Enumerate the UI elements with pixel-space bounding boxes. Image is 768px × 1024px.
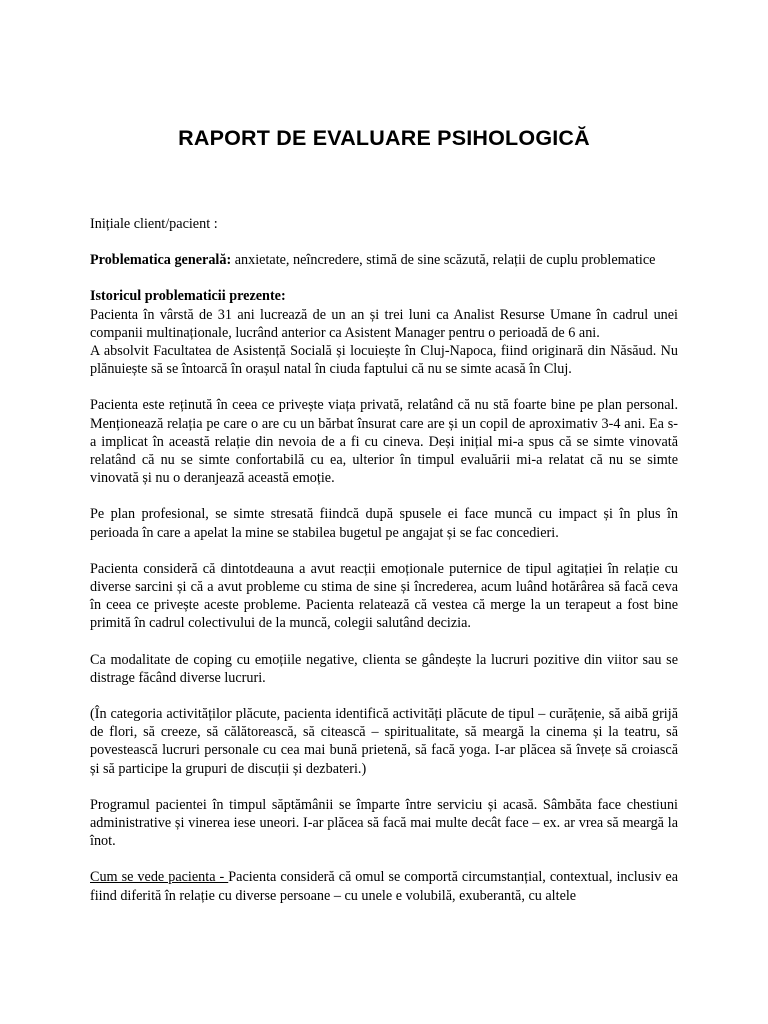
paragraph-private-life: Pacienta este reținută în ceea ce privește viața privată, relatând că nu stă foarte bine pe plan personal. Menționează relația pe care o are cu un bărbat însurat care are și un copil de aproximativ 3-4 ani. Ea s-a implicat în această relație din nevoia de a fi cu cineva. Deși inițial mi-a spus că se simte vinovată relatând că nu se simte confortabilă cu ea, ulterior în timpul evaluării mi-a relatat că nu se simte vinovată și nu o deranjează această emoție. bbox=[90, 397, 678, 487]
initials-line: Inițiale client/pacient : bbox=[90, 216, 218, 232]
general-problem-paragraph bbox=[90, 251, 678, 269]
general-problem-label: Problematica generală: bbox=[90, 252, 232, 269]
paragraph-self-view bbox=[90, 868, 678, 904]
document-title: RAPORT DE EVALUARE PSIHOLOGICĂ bbox=[178, 126, 590, 150]
paragraph-coping: Ca modalitate de coping cu emoțiile negative, clienta se gândește la lucruri pozitive din viitor sau se distrage făcând diverse lucruri. bbox=[90, 651, 678, 686]
document-body bbox=[90, 215, 678, 923]
history-heading bbox=[90, 287, 678, 305]
paragraph-activities: (În categoria activităților plăcute, pacienta identifică activități plăcute de tipul – curățenie, să aibă grijă de flori, să creeze, să călătorească, să citească – spiritualitate, să meargă la cinema și la teatru, să povestească lucruri personale cu cea mai bună prietenă, să facă yoga. I-ar plăcea să învețe să croiască și să participe la grupuri de discuții și dezbateri.) bbox=[90, 706, 678, 777]
history-heading-text: Istoricul problematicii prezente: bbox=[90, 288, 286, 305]
self-view-label: Cum se vede pacienta - bbox=[90, 869, 229, 886]
paragraph-professional: Pe plan profesional, se simte stresată fiindcă după spusele ei face muncă cu impact și în plus în perioada în care a apelat la mine se stabilea bugetul pe angajat și se fac concedieri. bbox=[90, 506, 678, 541]
general-problem-text: anxietate, neîncredere, stimă de sine scăzută, relații de cuplu problematice bbox=[231, 252, 656, 269]
self-view-text: Pacienta consideră că omul se comportă circumstanțial, contextual, inclusiv ea fiind diferită în relație cu diverse persoane – cu unele e volubilă, exuberantă, cu altele bbox=[90, 869, 679, 904]
history-paragraph-1: Pacienta în vârstă de 31 ani lucrează de un an și trei luni ca Analist Resurse Umane în cadrul unei companii multinaționale, lucrând anterior ca Asistent Manager pentru o perioadă de 6 ani. bbox=[90, 306, 678, 341]
history-paragraph-2: A absolvit Facultatea de Asistență Socială și locuiește în Cluj-Napoca, fiind originară din Năsăud. Nu plănuiește să se întoarcă în orașul natal în ciuda faptului că nu se simte acasă în Cluj. bbox=[90, 343, 678, 378]
paragraph-schedule: Programul pacientei în timpul săptămânii se împarte între serviciu și acasă. Sâmbăta face chestiuni administrative și vinerea iese uneori. I-ar plăcea să facă mai multe decât face – ex. ar vrea să meargă la înot. bbox=[90, 796, 678, 850]
paragraph-emotional-reactions: Pacienta consideră că dintotdeauna a avut reacții emoționale puternice de tipul agitației în relație cu diverse sarcini și că a avut probleme cu stima de sine și încrederea, acum luând hotărârea să facă ceva în ceea ce privește aceste probleme. Pacienta relatează că vestea că merge la un terapeut a fost bine primită în cadrul colectivului de la muncă, colegii salutând decizia. bbox=[90, 560, 678, 632]
